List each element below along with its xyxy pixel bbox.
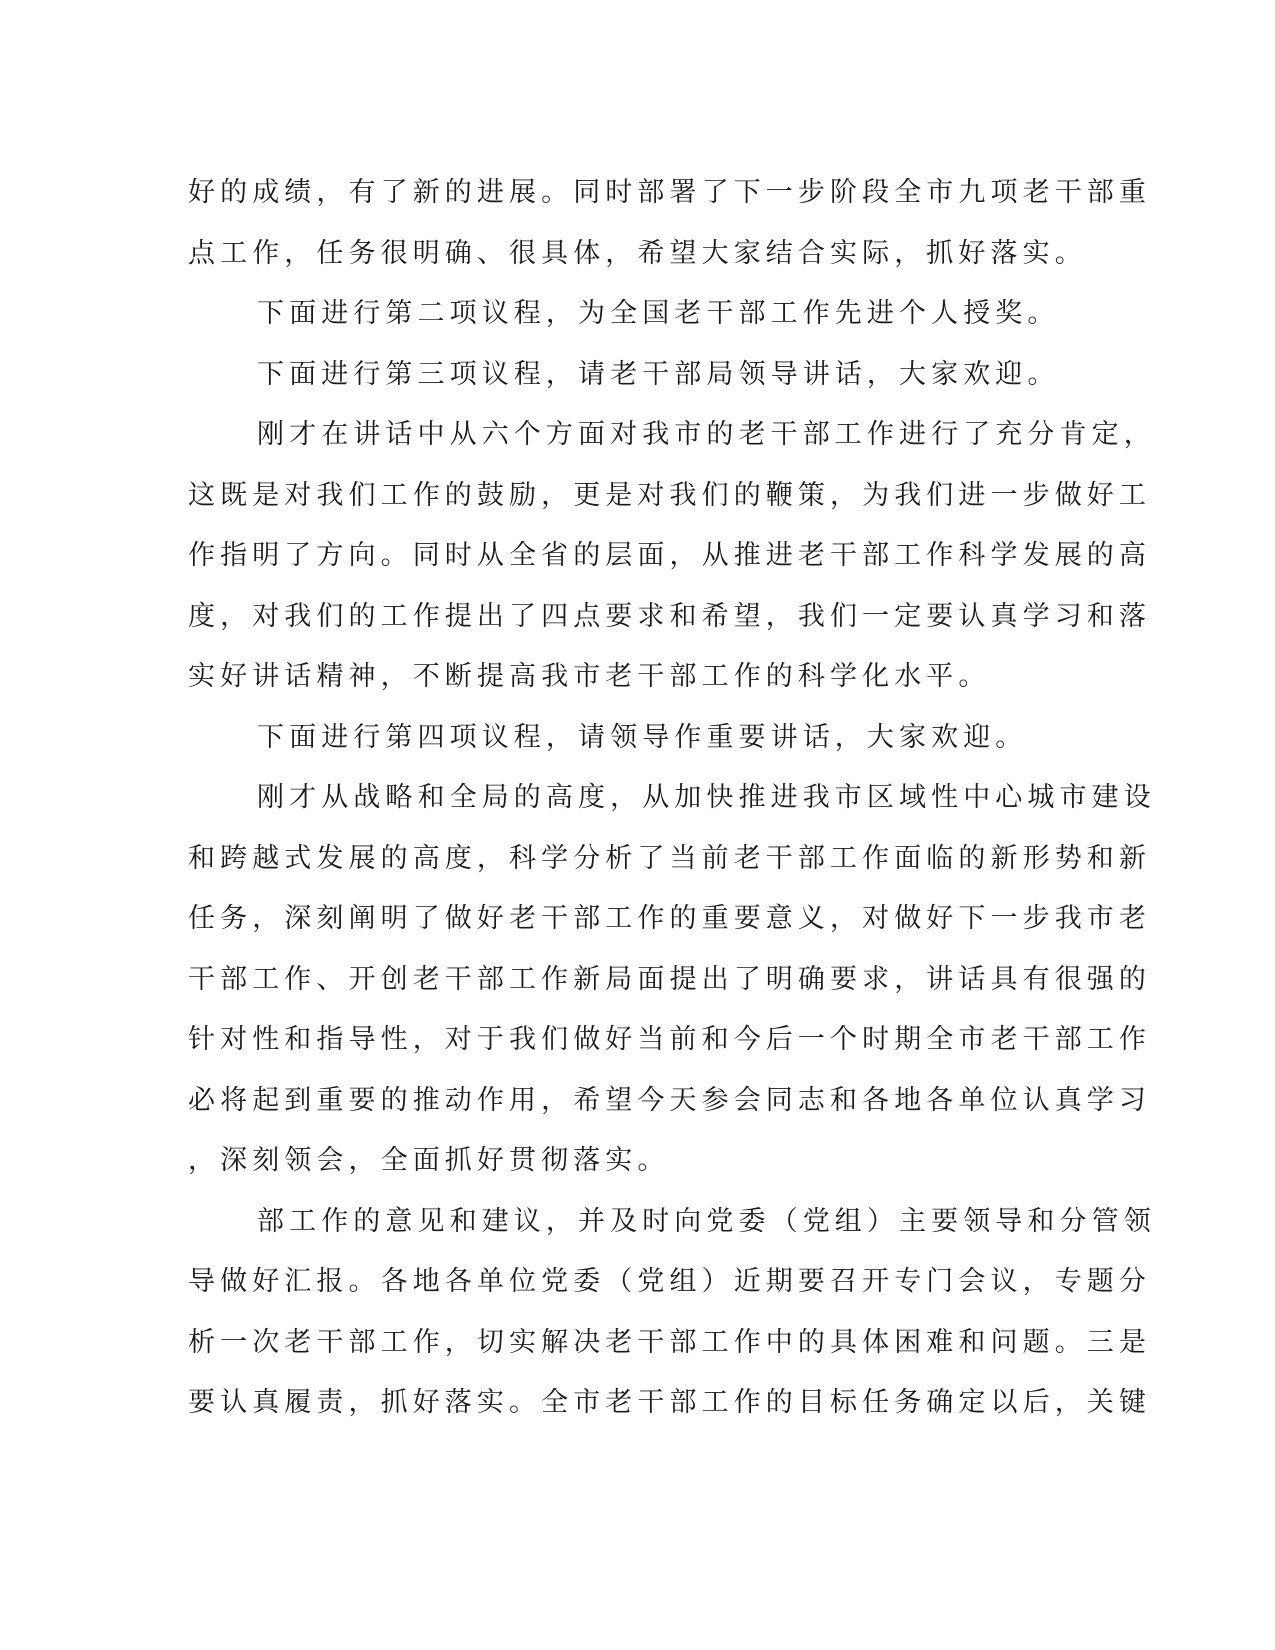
text-line: 好的成绩，有了新的进展。同时部署了下一步阶段全市九项老干部重 xyxy=(188,177,1151,208)
text-line: 干部工作、开创老干部工作新局面提出了明确要求，讲话具有很强的 xyxy=(188,963,1151,995)
text-line: 作指明了方向。同时从全省的层面，从推进老干部工作科学发展的高 xyxy=(188,540,1151,571)
text-line: 这既是对我们工作的鼓励，更是对我们的鞭策，为我们进一步做好工 xyxy=(188,479,1151,511)
paragraph-first-line: 部工作的意见和建议，并及时向党委（党组）主要领导和分管领 xyxy=(257,1205,1156,1237)
text-line: 析一次老干部工作，切实解决老干部工作中的具体困难和问题。三是 xyxy=(188,1326,1151,1358)
text-line: 度，对我们的工作提出了四点要求和希望，我们一定要认真学习和落 xyxy=(188,600,1151,632)
text-line: 针对性和指导性，对于我们做好当前和今后一个时期全市老干部工作 xyxy=(188,1024,1151,1055)
text-line: 实好讲话精神，不断提高我市老干部工作的科学化水平。 xyxy=(188,661,991,692)
text-line: 必将起到重要的推动作用，希望今天参会同志和各地各单位认真学习 xyxy=(188,1084,1151,1116)
text-line: ，深刻领会，全面抓好贯彻落实。 xyxy=(188,1145,670,1176)
document-body xyxy=(188,163,1156,1434)
text-line: 导做好汇报。各地各单位党委（党组）近期要召开专门会议，专题分 xyxy=(188,1266,1151,1297)
paragraph-first-line: 刚才在讲话中从六个方面对我市的老干部工作进行了充分肯定， xyxy=(257,419,1156,450)
paragraph-first-line: 下面进行第二项议程，为全国老干部工作先进个人授奖。 xyxy=(257,298,1060,329)
text-line: 和跨越式发展的高度，科学分析了当前老干部工作面临的新形势和新 xyxy=(188,842,1151,874)
paragraph-first-line: 下面进行第三项议程，请老干部局领导讲话，大家欢迎。 xyxy=(257,358,1060,390)
paragraph-first-line: 下面进行第四项议程，请领导作重要讲话，大家欢迎。 xyxy=(257,721,1028,753)
text-line: 点工作，任务很明确、很具体，希望大家结合实际，抓好落实。 xyxy=(188,237,1087,269)
paragraph-first-line: 刚才从战略和全局的高度，从加快推进我市区域性中心城市建设 xyxy=(257,782,1156,813)
text-line: 要认真履责，抓好落实。全市老干部工作的目标任务确定以后，关键 xyxy=(188,1387,1151,1418)
text-line: 任务，深刻阐明了做好老干部工作的重要意义，对做好下一步我市老 xyxy=(188,903,1151,934)
